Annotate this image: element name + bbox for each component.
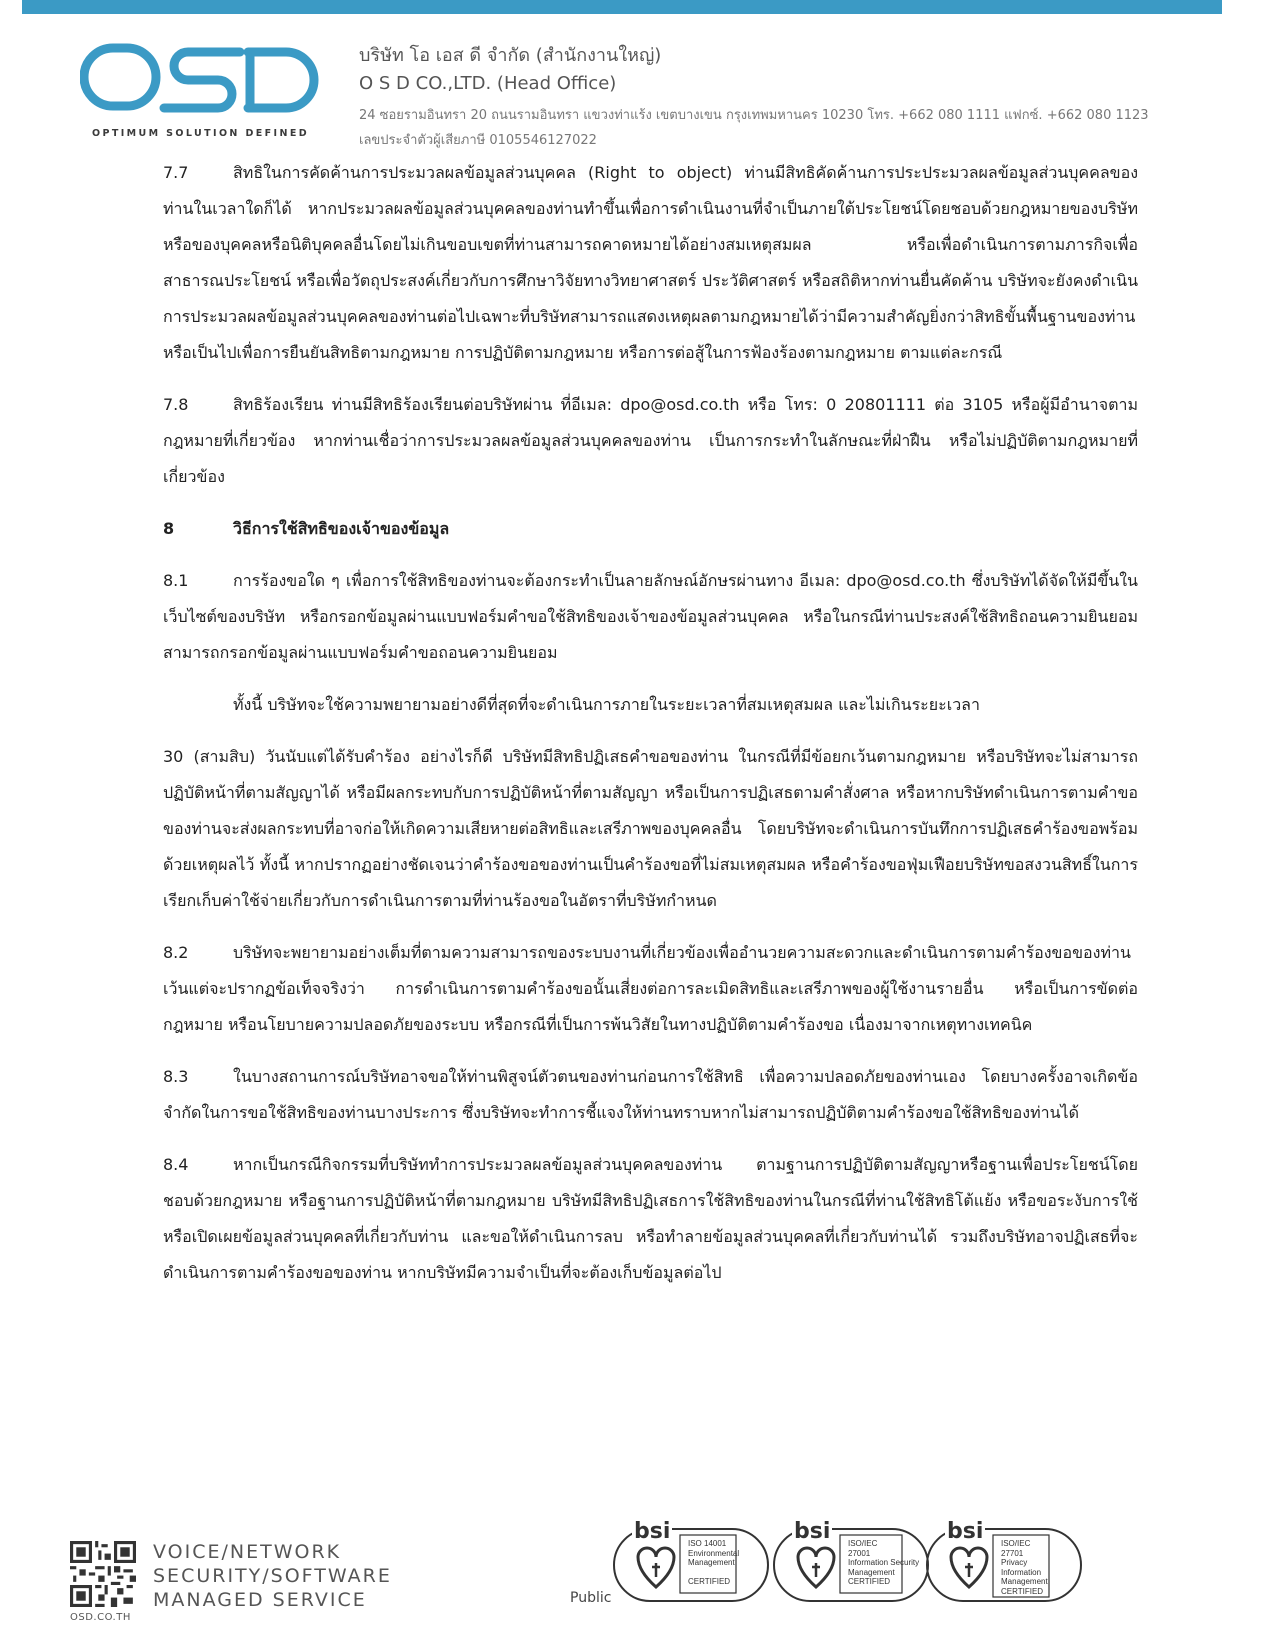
service-item: SECURITY/SOFTWARE (153, 1565, 392, 1587)
badge-line: CERTIFIED (688, 1577, 731, 1586)
badge-text (848, 1539, 919, 1587)
section-7-8 (163, 387, 1138, 495)
top-accent-bar (22, 0, 1222, 14)
badge-line: CERTIFIED (1001, 1586, 1044, 1596)
section-8-2 (163, 935, 1138, 1043)
section-7-7 (163, 155, 1138, 371)
badge-line (688, 1568, 739, 1578)
section-8-1-note: ทั้งนี้ บริษัทจะใช้ความพยายามอย่างดีที่สุดที่จะดำเนินการภายในระยะเวลาที่สมเหตุสมผล และไม่เกินระยะเวลา (233, 695, 980, 714)
section-title: วิธีการใช้สิทธิของเจ้าของข้อมูล (233, 519, 450, 538)
company-info (359, 40, 1149, 150)
badge-line: Environmental (688, 1548, 740, 1558)
section-8-heading (163, 511, 1138, 547)
service-item: VOICE/NETWORK (153, 1541, 342, 1563)
badge-line: ISO/IEC (1001, 1539, 1031, 1548)
bsi-brand: bsi (947, 1519, 984, 1544)
badge-line: Management (848, 1567, 895, 1577)
section-number: 8.3 (163, 1067, 189, 1086)
badge-line: Information (1001, 1567, 1042, 1577)
section-text: บริษัทจะพยายามอย่างเต็มที่ตามความสามารถของระบบงานที่เกี่ยวข้องเพื่ออำนวยความสะดวกและดำเนินการตามคำร้องขอของท่าน เว้นแต่จะปรากฏข้อเท็จจริงว่า การดำเนินการตามคำร้องขอนั้นเสี่ยงต่อการละเมิดสิทธิและเสรีภาพของผู้ใช้งานรายอื่น หรือเป็นการขัดต่อกฎหมาย หรือนโยบายความปลอดภัยของระบบ หรือกรณีที่เป็นการพ้นวิสัยในทางปฏิบัติตามคำร้องขอ เนื่องมาจากเหตุทางเทคนิค (163, 943, 1138, 1034)
section-text: สิทธิในการคัดค้านการประมวลผลข้อมูลส่วนบุคคล (Right to object) ท่านมีสิทธิคัดค้านการประประมวลผลข้อมูลส่วนบุคคลของท่านในเวลาใดก็ได้ หากประมวลผลข้อมูลส่วนบุคคลของท่านทำขึ้นเพื่อการดำเนินงานที่จำเป็นภายใต้ประโยชน์โดยชอบด้วยกฎหมายของบริษัท หรือของบุคคลหรือนิติบุคคลอื่นโดยไม่เกินขอบเขตที่ท่านสามารถคาดหมายได้อย่างสมเหตุสมผล หรือเพื่อดำเนินการตามภารกิจเพื่อสาธารณประโยชน์ หรือเพื่อวัตถุประสงค์เกี่ยวกับการศึกษาวิจัยทางวิทยาศาสตร์ ประวัติศาสตร์ หรือสถิติหากท่านยื่นคัดค้าน บริษัทจะยังคงดำเนินการประมวลผลข้อมูลส่วนบุคคลของท่านต่อไปเฉพาะที่บริษัทสามารถแสดงเหตุผลตามกฎหมายได้ว่ามีความสำคัญยิ่งกว่าสิทธิขั้นพื้นฐานของท่าน หรือเป็นไปเพื่อการยืนยันสิทธิตามกฎหมาย การปฏิบัติตามกฎหมาย หรือการต่อสู้ในการฟ้องร้องตามกฎหมาย ตามแต่ละกรณี (163, 163, 1138, 362)
badge-text (688, 1539, 739, 1587)
badge-line: Privacy (1001, 1558, 1028, 1567)
document-body (163, 155, 1138, 1307)
company-tax-id: เลขประจำตัวผู้เสียภาษี 0105546127022 (359, 133, 597, 148)
section-text: สิทธิร้องเรียน ท่านมีสิทธิร้องเรียนต่อบริษัทผ่าน ที่อีเมล: dpo@osd.co.th หรือ โทร: 0 20801111 ต่อ 3105 หรือผู้มีอำนาจตามกฎหมายที่เกี่ยวข้อง หากท่านเชื่อว่าการประมวลผลข้อมูลส่วนบุคคลของท่าน เป็นการกระทำในลักษณะที่ฝ่าฝืน หรือไม่ปฏิบัติตามกฎหมายที่เกี่ยวข้อง (163, 395, 1138, 486)
badge-line: 27001 (848, 1548, 871, 1558)
bsi-brand: bsi (634, 1519, 671, 1544)
service-item: MANAGED SERVICE (153, 1589, 367, 1611)
section-text: การร้องขอใด ๆ เพื่อการใช้สิทธิของท่านจะต้องกระทำเป็นลายลักษณ์อักษรผ่านทาง อีเมล: dpo@osd.co.th ซึ่งบริษัทได้จัดให้มีขึ้นในเว็บไซต์ของบริษัท หรือกรอกข้อมูลผ่านแบบฟอร์มคำขอใช้สิทธิของเจ้าของข้อมูลส่วนบุคคล หรือในกรณีท่านประสงค์ใช้สิทธิถอนความยินยอมสามารถกรอกข้อมูลผ่านแบบฟอร์มคำขอถอนความยินยอม (163, 571, 1138, 662)
section-number: 8.4 (163, 1155, 189, 1174)
section-text: หากเป็นกรณีกิจกรรมที่บริษัททำการประมวลผลข้อมูลส่วนบุคคลของท่าน ตามฐานการปฏิบัติตามสัญญาหรือฐานเพื่อประโยชน์โดยชอบด้วยกฎหมาย หรือฐานการปฏิบัติหน้าที่ตามกฎหมาย บริษัทมีสิทธิปฏิเสธการใช้สิทธิของท่านในกรณีที่ท่านใช้สิทธิโต้แย้ง หรือขอระงับการใช้ หรือเปิดเผยข้อมูลส่วนบุคคลที่เกี่ยวกับท่าน และขอให้ดำเนินการลบ หรือทำลายข้อมูลส่วนบุคคลที่เกี่ยวกับท่านได้ รวมถึงบริษัทอาจปฏิเสธที่จะดำเนินการตามคำร้องขอของท่าน หากบริษัทมีความจำเป็นที่จะต้องเก็บข้อมูลต่อไป (163, 1155, 1138, 1282)
section-text: ในบางสถานการณ์บริษัทอาจขอให้ท่านพิสูจน์ตัวตนของท่านก่อนการใช้สิทธิ เพื่อความปลอดภัยของท่านเอง โดยบางครั้งอาจเกิดข้อจำกัดในการขอใช้สิทธิของท่านบางประการ ซึ่งบริษัทจะทำการชี้แจงให้ท่านทราบหากไม่สามารถปฏิบัติตามคำร้องขอใช้สิทธิของท่านได้ (163, 1067, 1138, 1122)
qr-code-icon (70, 1541, 136, 1607)
service-list (153, 1540, 392, 1612)
badge-line: Information Security (848, 1558, 920, 1567)
osd-logo (80, 38, 320, 138)
badge-line: ISO 14001 (688, 1539, 727, 1548)
badge-line: 27701 (1001, 1548, 1024, 1558)
section-8-1-continued: 30 (สามสิบ) วันนับแต่ได้รับคำร้อง อย่างไรก็ดี บริษัทมีสิทธิปฏิเสธคำขอของท่าน ในกรณีที่มีข้อยกเว้นตามกฎหมาย หรือบริษัทจะไม่สามารถปฏิบัติหน้าที่ตามสัญญาได้ หรือมีผลกระทบกับการปฏิบัติหน้าที่ตามสัญญา หรือเป็นการปฏิเสธตามคำสั่งศาล หรือหากบริษัทดำเนินการตามคำขอของท่านจะส่งผลกระทบที่อาจก่อให้เกิดความเสียหายต่อสิทธิและเสรีภาพของบุคคลอื่น โดยบริษัทจะดำเนินการบันทึกการปฏิเสธคำร้องขอพร้อมด้วยเหตุผลไว้ ทั้งนี้ หากปรากฏอย่างชัดเจนว่าคำร้องขอของท่านเป็นคำร้องขอที่ไม่สมเหตุสมผล หรือคำร้องขอฟุ่มเฟือยบริษัทขอสงวนสิทธิ์ในการเรียกเก็บค่าใช้จ่ายเกี่ยวกับการดำเนินการตามที่ท่านร้องขอในอัตราที่บริษัทกำหนด (163, 747, 1138, 910)
section-8-4 (163, 1147, 1138, 1291)
badge-line: Management (688, 1558, 735, 1567)
badge-line: ISO/IEC (848, 1539, 878, 1548)
badge-line: Management (1001, 1577, 1048, 1586)
classification-label: Public (570, 1590, 612, 1606)
company-address: 24 ซอยรามอินทรา 20 ถนนรามอินทรา แขวงท่าแร้ง เขตบางเขน กรุงเทพมหานคร 10230 โทร. +662 080 1111 แฟกซ์. +662 080 1123 (359, 108, 1149, 123)
section-number: 8 (163, 519, 175, 538)
bsi-iso27701-badge (925, 1519, 1085, 1605)
company-name-th: บริษัท โอ เอส ดี จำกัด (สำนักงานใหญ่) (359, 45, 662, 66)
section-number: 8.2 (163, 943, 189, 962)
badge-text (1001, 1539, 1048, 1596)
bsi-iso27001-badge (772, 1519, 932, 1605)
section-8-3 (163, 1059, 1138, 1131)
badge-line: CERTIFIED (848, 1577, 891, 1586)
section-number: 7.8 (163, 395, 189, 414)
logo-tagline: OPTIMUM SOLUTION DEFINED (92, 128, 310, 139)
bsi-brand: bsi (794, 1519, 831, 1544)
company-name-en: O S D CO.,LTD. (Head Office) (359, 73, 617, 94)
section-8-1 (163, 563, 1138, 671)
bsi-iso14001-badge (612, 1519, 772, 1605)
section-number: 8.1 (163, 571, 189, 590)
section-number: 7.7 (163, 163, 189, 182)
website-url: OSD.CO.TH (70, 1612, 131, 1623)
